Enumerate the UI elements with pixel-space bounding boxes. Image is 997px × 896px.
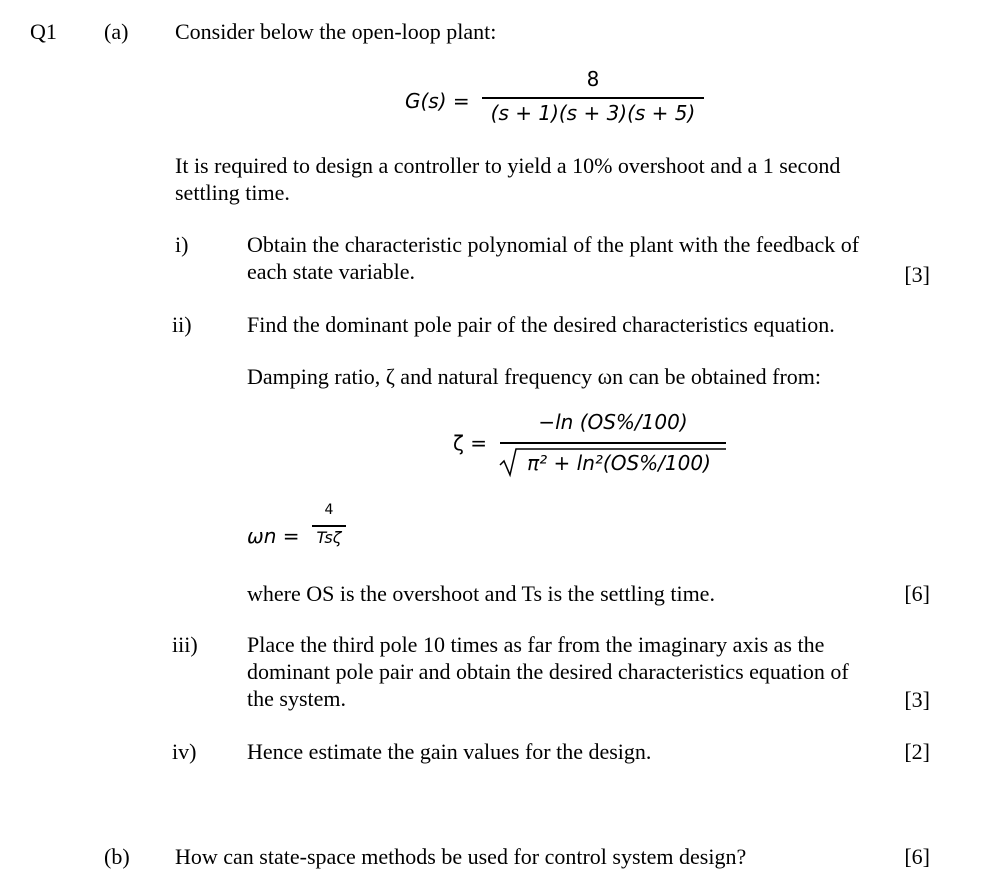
part-b-label: (b) [104,844,130,869]
requirement-line2: settling time. [175,180,290,205]
item-ii-label: ii) [172,312,192,337]
item-iv-marks: [2] [904,739,930,764]
plant-fraction-bar [482,97,704,99]
zeta-fraction-bar [500,442,726,444]
item-ii-marks: [6] [904,581,930,606]
plant-numerator: 8 [586,67,600,91]
item-i-line1: Obtain the characteristic polynomial of the plant with the feedback of [247,232,860,257]
item-ii-line1: Find the dominant pole pair of the desired characteristics equation. [247,312,835,337]
wn-numerator: 4 [324,502,334,518]
plant-denominator: (s + 1)(s + 3)(s + 5) [490,101,696,125]
item-iii-marks: [3] [904,687,930,712]
item-i-label: i) [175,232,189,257]
part-b-marks: [6] [904,844,930,869]
part-a-label: (a) [104,19,129,44]
wn-denominator: Tsζ [316,528,342,547]
part-b-text: How can state-space methods be used for control system design? [175,844,747,869]
question-number: Q1 [30,19,57,44]
requirement-line1: It is required to design a controller to yield a 10% overshoot and a 1 second [175,153,841,178]
zeta-lhs: ζ = [453,431,487,455]
item-ii-line2: Damping ratio, ζ and natural frequency ωn can be obtained from: [247,364,821,389]
zeta-denominator: π² + ln²(OS%/100) [527,451,711,475]
item-iii-line2: dominant pole pair and obtain the desired characteristics equation of [247,659,849,684]
item-i-line2: each state variable. [247,259,415,284]
wn-lhs: ωn = [247,524,300,548]
plant-lhs: G(s) = [405,89,470,113]
item-iv-label: iv) [172,739,197,764]
item-ii-line3: where OS is the overshoot and Ts is the settling time. [247,581,715,606]
zeta-numerator: −ln (OS%/100) [538,410,688,434]
item-iii-line1: Place the third pole 10 times as far from the imaginary axis as the [247,632,825,657]
intro-text: Consider below the open-loop plant: [175,19,497,44]
wn-fraction-bar [312,525,346,527]
item-iv-line1: Hence estimate the gain values for the design. [247,739,652,764]
item-iii-label: iii) [172,632,198,657]
item-i-marks: [3] [904,262,930,287]
item-iii-line3: the system. [247,686,346,711]
